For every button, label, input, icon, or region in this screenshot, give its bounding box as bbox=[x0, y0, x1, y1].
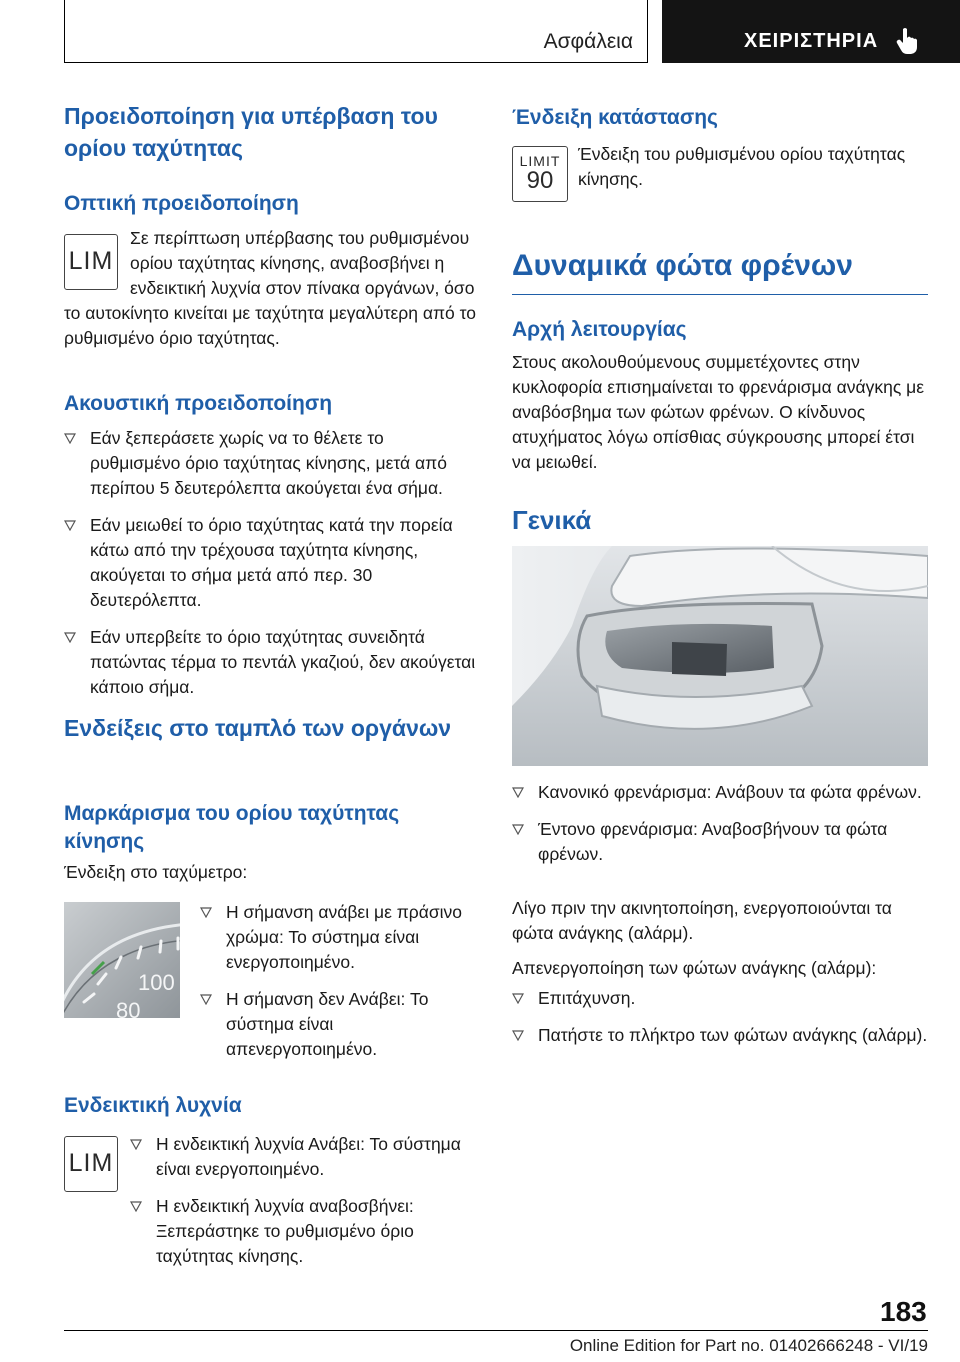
lim-lamp-icon: LIM bbox=[64, 1136, 118, 1192]
indicator-lamp-heading: Ενδεικτική λυχνία bbox=[64, 1094, 242, 1117]
triangle-bullet-icon bbox=[64, 631, 76, 643]
triangle-bullet-icon bbox=[130, 1138, 142, 1150]
dynamic-brake-lights-title: Δυναμικά φώτα φρένων bbox=[512, 249, 853, 282]
footer-edition: Online Edition for Part no. 01402666248 - VI/19 bbox=[569, 1336, 928, 1355]
triangle-bullet-icon bbox=[130, 1200, 142, 1212]
list-item: Η σήμανση δεν Ανάβει: Το σύστημα είναι απενεργοποιημένο. bbox=[200, 987, 480, 1062]
list-item: Η ενδεικτική λυχνία Ανάβει: Το σύστημα είναι ενεργοποιημένο. bbox=[130, 1132, 478, 1182]
hand-pointer-icon bbox=[894, 26, 922, 54]
indicator-lamp-list bbox=[130, 1132, 478, 1281]
page-number: 183 bbox=[880, 1296, 927, 1327]
principle-text: Στους ακολουθούμενους συμμετέχοντες στην κυκλοφορία επισημαίνεται το φρενάρισμα ανάγκης με αναβόσβημα των φώτων φρένων. Ο κίνδυνος ατυχήματος λόγω οπίσθιας σύγκρουσης μπορεί έτσι να μειωθεί. bbox=[512, 352, 924, 472]
limit-marking-heading: Μαρκάρισμα του ορίου ταχύτητας κίνησης bbox=[64, 802, 400, 853]
triangle-bullet-icon bbox=[512, 823, 524, 835]
hazard-lights-text: Λίγο πριν την ακινητοποίηση, ενεργοποιούνται τα φώτα ανάγκης (αλάρμ). bbox=[512, 898, 892, 943]
hazard-deactivation-text: Απενεργοποίηση των φώτων ανάγκης (αλάρμ): bbox=[512, 958, 877, 978]
list-item: Έντονο φρενάρισμα: Αναβοσβήνουν τα φώτα φρένων. bbox=[512, 817, 928, 867]
triangle-bullet-icon bbox=[200, 906, 212, 918]
triangle-bullet-icon bbox=[64, 432, 76, 444]
header-chapter-title: ΧΕΙΡΙΣΤΗΡΙΑ bbox=[744, 30, 879, 52]
list-item: Εάν μειωθεί το όριο ταχύτητας κατά την πορεία κάτω από την τρέχουσα ταχύτητα κίνησης, ακούγεται το σήμα μετά από περ. 30 δευτερόλεπτα. bbox=[64, 513, 478, 613]
limit-icon-label: LIMIT bbox=[519, 153, 561, 169]
gauge-label-100: 100 bbox=[138, 970, 175, 995]
header-chapter-box bbox=[662, 0, 960, 63]
list-item: Η σήμανση ανάβει με πράσινο χρώμα: Το σύστημα είναι ενεργοποιημένο. bbox=[200, 900, 480, 975]
principle-heading: Αρχή λειτουργίας bbox=[512, 318, 687, 341]
limit-icon-value: 90 bbox=[526, 167, 554, 194]
acoustic-warning-heading: Ακουστική προειδοποίηση bbox=[64, 392, 333, 415]
list-item: Εάν υπερβείτε το όριο ταχύτητας συνειδητά πατώντας τέρμα το πεντάλ γκαζιού, δεν ακούγεται κάποιο σήμα. bbox=[64, 625, 478, 700]
status-display-text: Ένδειξη του ρυθμισμένου ορίου ταχύτητας κίνησης. bbox=[578, 144, 906, 189]
header-section-title: Ασφάλεια bbox=[543, 30, 633, 53]
list-item: Πατήστε το πλήκτρο των φώτων ανάγκης (αλάρμ). bbox=[512, 1023, 928, 1048]
title-rule bbox=[512, 294, 928, 295]
speedometer-marking-list bbox=[200, 900, 480, 1074]
lim-indicator-icon: LIM bbox=[64, 234, 118, 290]
footer-rule bbox=[64, 1330, 928, 1331]
list-item: Εάν ξεπεράσετε χωρίς να το θέλετε το ρυθμισμένο όριο ταχύτητας κίνησης, μετά από περίπου 5 δευτερόλεπτα ακούγεται ένα σήμα. bbox=[64, 426, 478, 501]
speedometer-gauge-image bbox=[64, 902, 180, 1018]
gauge-label-80: 80 bbox=[116, 998, 141, 1018]
acoustic-warning-list bbox=[64, 426, 478, 712]
limit-90-icon bbox=[512, 146, 568, 202]
speedometer-intro: Ένδειξη στο ταχύμετρο: bbox=[64, 862, 248, 882]
brake-lights-title-block bbox=[512, 246, 928, 295]
brake-behavior-list bbox=[512, 780, 928, 879]
triangle-bullet-icon bbox=[512, 992, 524, 1004]
tail-light-image bbox=[512, 546, 928, 766]
visual-warning-text: Σε περίπτωση υπέρβασης του ρυθμισμένου ορίου ταχύτητας κίνησης, αναβοσβήνει η ενδεικτική λυχνία στον πίνακα οργάνων, όσο το αυτοκίνητο κινείται με ταχύτητα μεγαλύτερη από το ρυθμισμένο όριο ταχύτητας. bbox=[64, 228, 477, 348]
triangle-bullet-icon bbox=[512, 1029, 524, 1041]
list-item: Επιτάχυνση. bbox=[512, 986, 928, 1011]
triangle-bullet-icon bbox=[64, 519, 76, 531]
visual-warning-heading: Οπτική προειδοποίηση bbox=[64, 192, 299, 215]
header-section-box bbox=[64, 0, 648, 63]
hazard-deactivation-list bbox=[512, 986, 928, 1060]
list-item: Η ενδεικτική λυχνία αναβοσβήνει: Ξεπεράστηκε το ρυθμισμένο όριο ταχύτητας κίνησης. bbox=[130, 1194, 478, 1269]
triangle-bullet-icon bbox=[200, 993, 212, 1005]
speed-warning-title: Προειδοποίηση για υπέρβαση του ορίου ταχύτητας bbox=[64, 103, 438, 161]
dashboard-indicators-title: Ενδείξεις στο ταμπλό των οργάνων bbox=[64, 715, 452, 741]
status-display-heading: Ένδειξη κατάστασης bbox=[512, 106, 718, 129]
list-item: Κανονικό φρενάρισμα: Ανάβουν τα φώτα φρένων. bbox=[512, 780, 928, 805]
triangle-bullet-icon bbox=[512, 786, 524, 798]
general-heading: Γενικά bbox=[512, 505, 592, 535]
